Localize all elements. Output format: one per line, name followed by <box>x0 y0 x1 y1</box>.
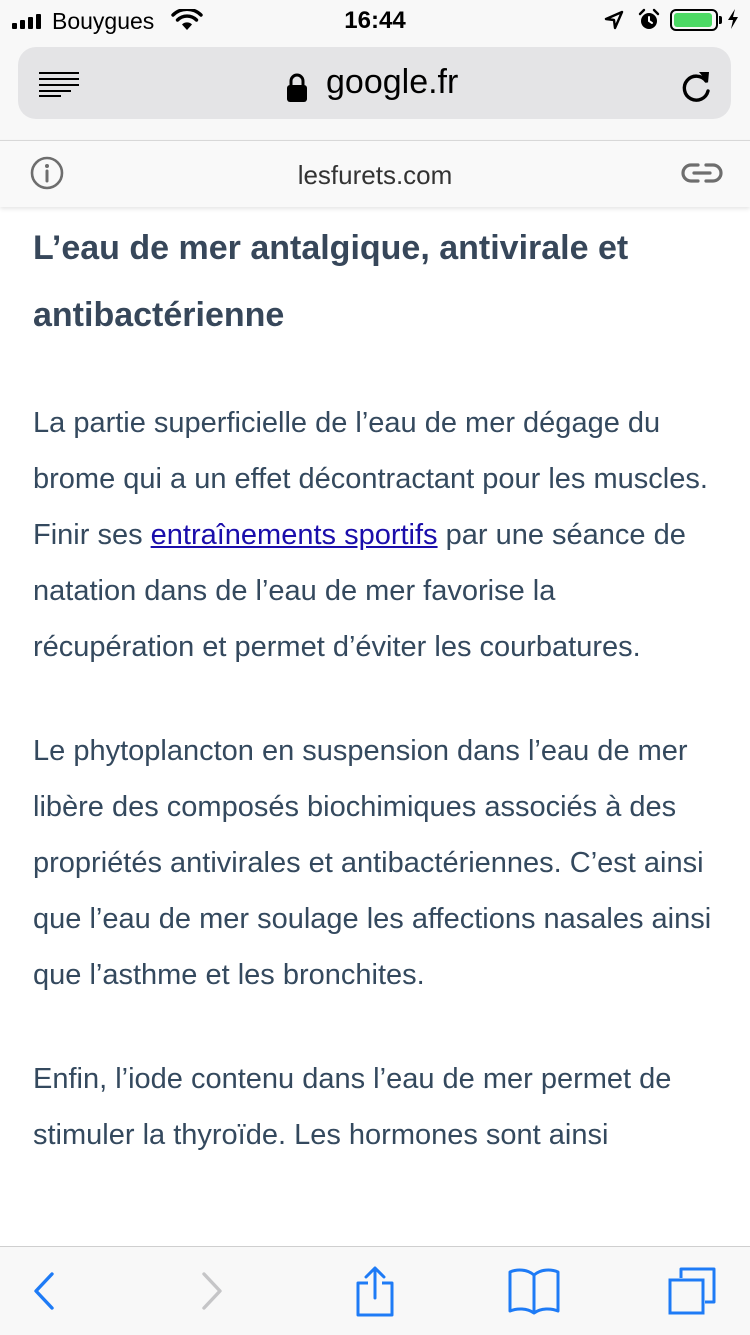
reload-icon[interactable] <box>679 69 713 105</box>
article-paragraph: Enfin, l’iode contenu dans l’eau de mer permet de stimuler la thyroïde. Les hormones sont ainsi <box>33 1063 672 1151</box>
forward-button[interactable] <box>182 1247 242 1335</box>
browser-toolbar <box>0 1246 750 1335</box>
bookmarks-icon <box>507 1267 561 1315</box>
lock-icon <box>286 73 308 103</box>
article-heading: L’eau de mer antalgique, antivirale et antibactérienne <box>33 229 629 334</box>
forward-icon <box>201 1271 223 1311</box>
browser-address-area <box>0 40 750 140</box>
back-icon <box>33 1271 55 1311</box>
inline-link[interactable]: entraînements sportifs <box>150 519 438 551</box>
carrier-name: Bouygues <box>52 8 155 34</box>
battery-icon <box>670 9 718 31</box>
share-icon <box>355 1265 395 1317</box>
bookmarks-button[interactable] <box>500 1247 568 1335</box>
paragraph-text: par une séance de natation dans de l’eau de mer favorise la récupération et permet d’éviter les courbatures. <box>33 519 686 663</box>
article-paragraph <box>33 395 723 675</box>
status-bar <box>0 0 750 40</box>
url-text[interactable]: google.fr <box>326 63 459 101</box>
back-button[interactable] <box>14 1247 74 1335</box>
location-services-icon <box>603 9 625 31</box>
site-domain[interactable]: lesfurets.com <box>297 160 453 190</box>
address-bar[interactable] <box>18 47 731 119</box>
charging-bolt-icon <box>726 8 740 30</box>
article-paragraph: Le phytoplancton en suspension dans l’eau de mer libère des composés biochimiques associés à des propriétés antivirales et antibactériennes. C’est ainsi que l’eau de mer soulage les affections nasales ainsi que l’asthme et les bronchites. <box>33 735 712 991</box>
amp-header-bar <box>0 140 750 207</box>
clock: 16:44 <box>344 7 406 34</box>
tabs-icon <box>667 1266 717 1316</box>
share-button[interactable] <box>345 1247 405 1335</box>
tabs-button[interactable] <box>660 1247 724 1335</box>
paragraph-text: La partie superficielle de l’eau de mer dégage du brome qui a un effet décontractant pour les muscles. Finir ses <box>33 407 708 551</box>
reader-view-icon[interactable] <box>38 71 80 97</box>
link-icon[interactable] <box>681 162 723 184</box>
alarm-icon <box>637 8 661 32</box>
battery-cap <box>719 16 722 24</box>
article-content <box>33 206 723 1246</box>
